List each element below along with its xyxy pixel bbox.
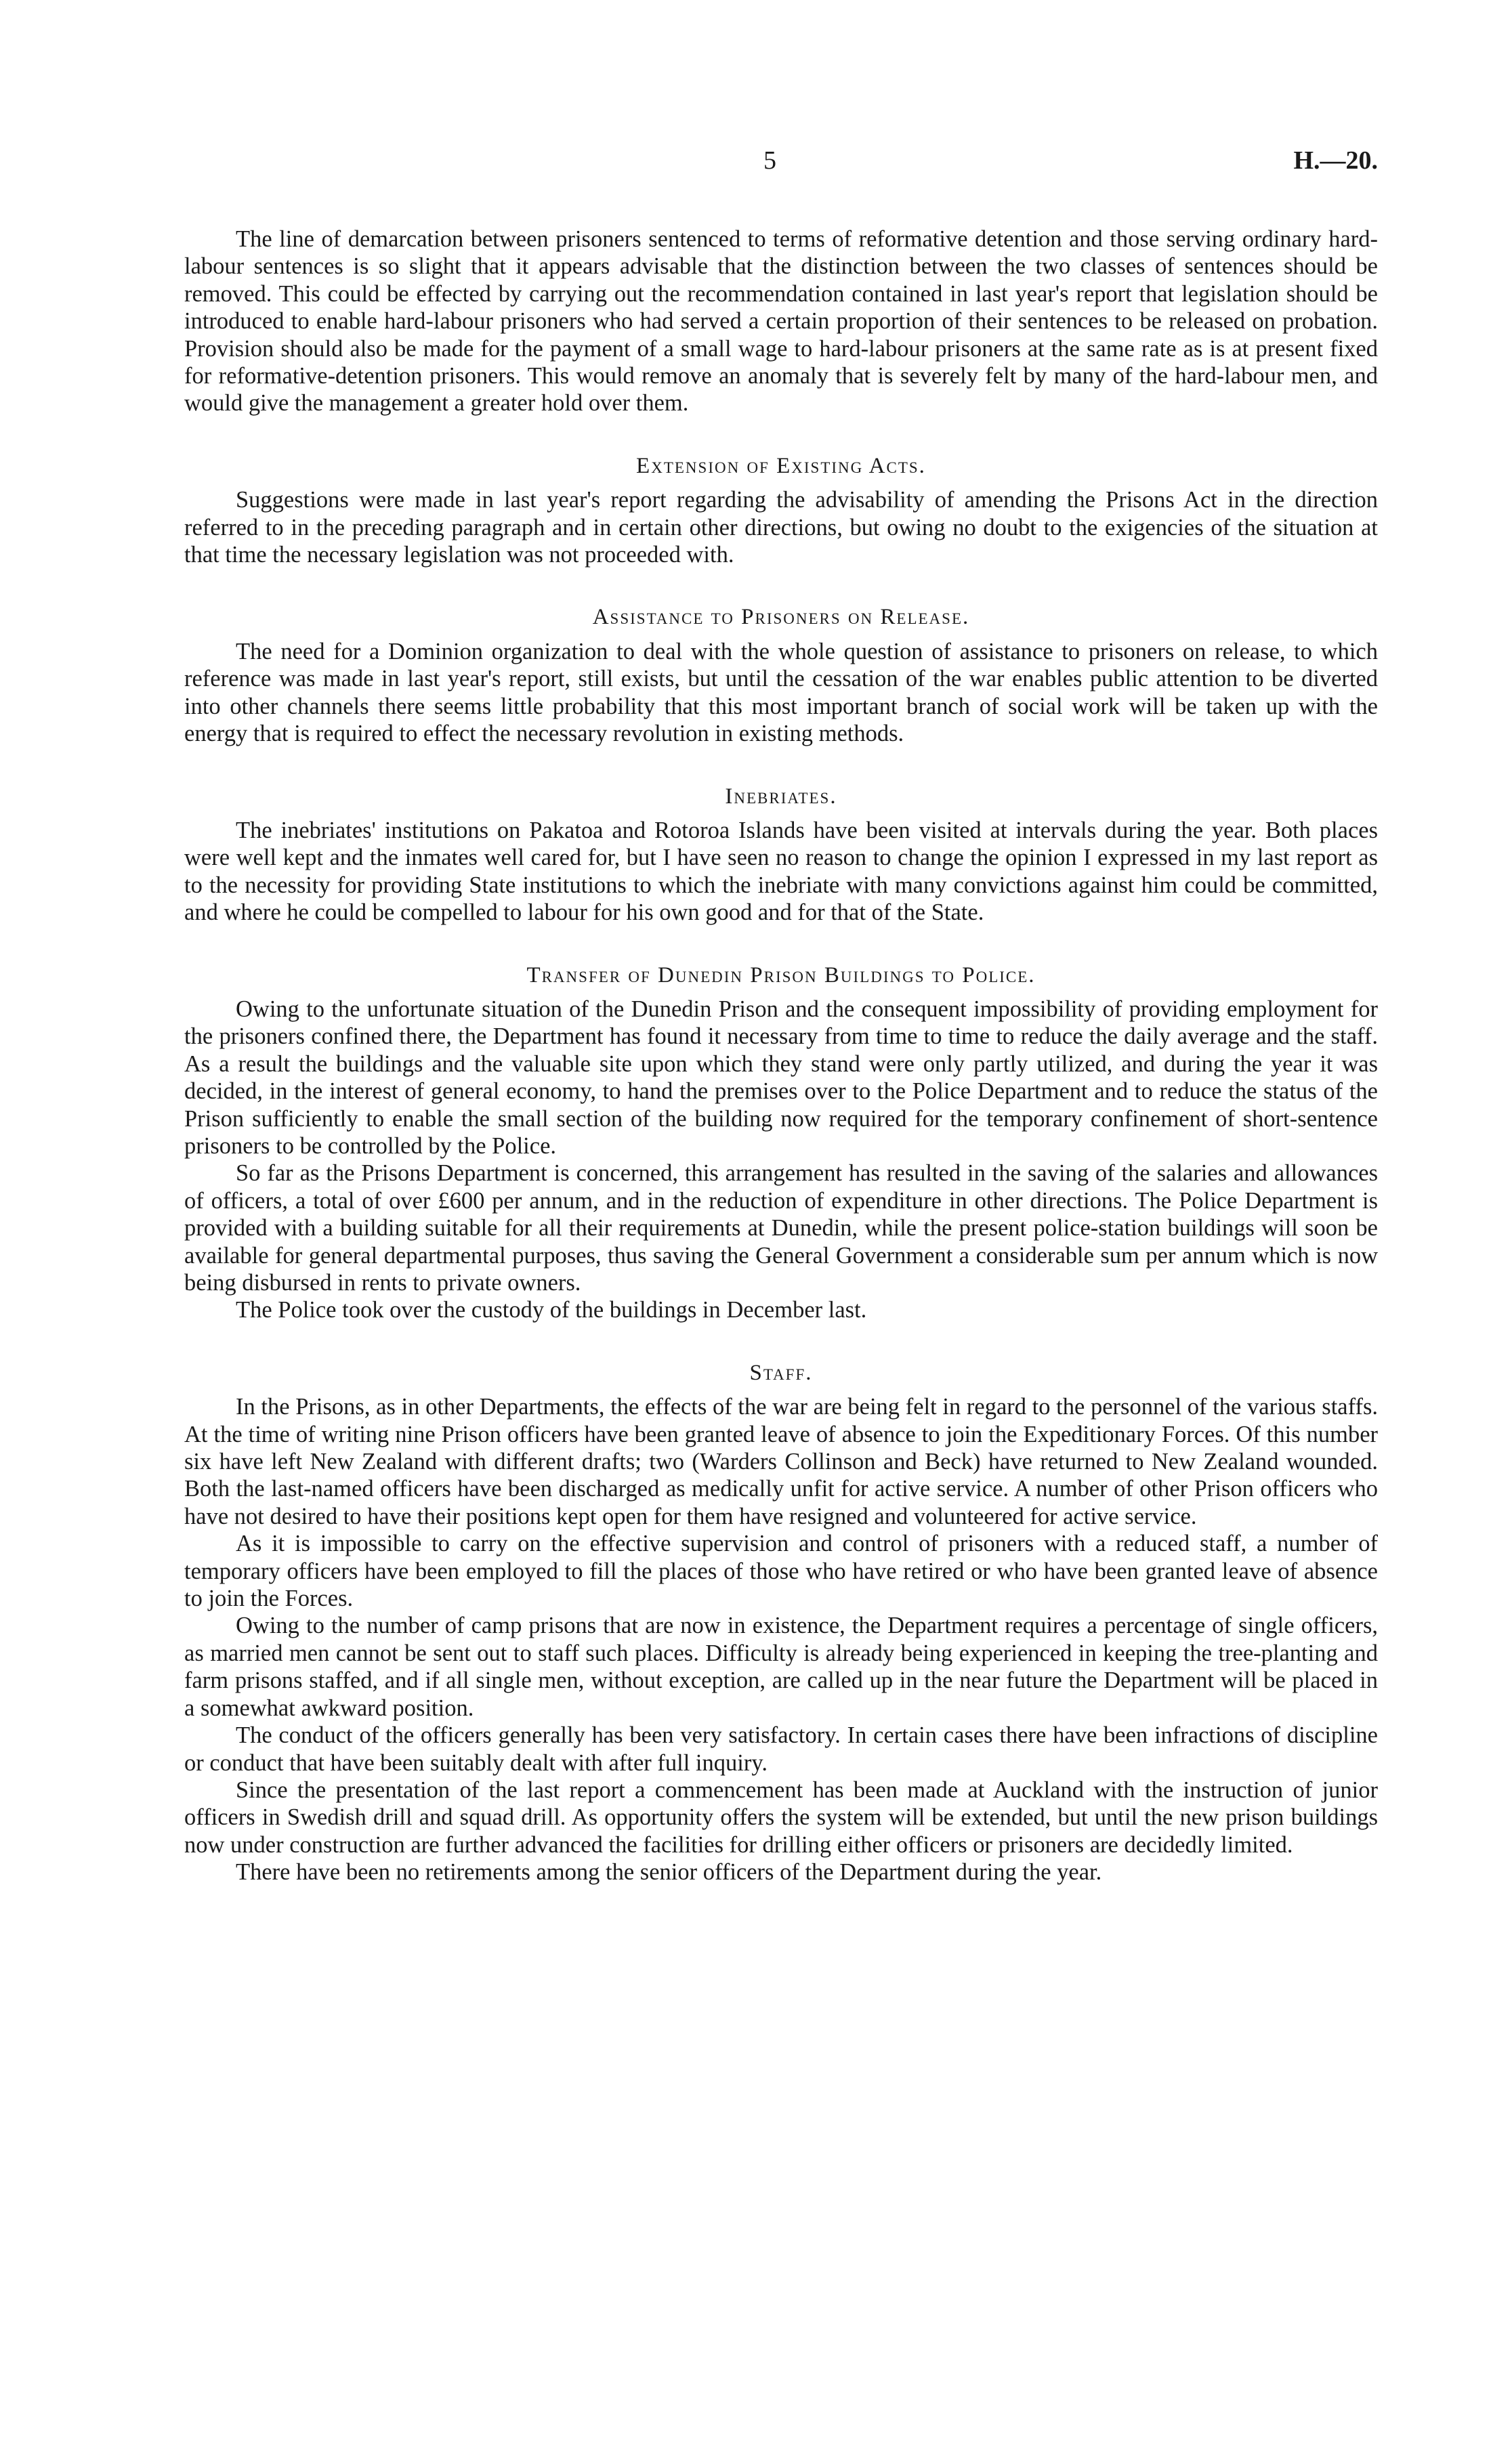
paragraph: Since the presentation of the last report a commencement has been made at Auckland with the instruction of junior officers in Swedish drill and squad drill. As opportunity offers the system will be extended, but until the new prison buildings now under construction are further advanced the facilities for drilling either officers or prisoners are decidedly limited.	[184, 1777, 1378, 1858]
paragraph: Owing to the unfortunate situation of the Dunedin Prison and the consequent impossibility of providing employment for the prisoners confined there, the Department has found it necessary from time to time to reduce the daily average and the staff. As a result the buildings and the valuable site upon which they stand were only partly utilized, and during the year it was decided, in the interest of general economy, to hand the premises over to the Police Department and to reduce the status of the Prison sufficiently to enable the small section of the building now required for the temporary confinement of short-sentence prisoners to be controlled by the Police.	[184, 996, 1378, 1159]
paragraph: The inebriates' institutions on Pakatoa and Rotoroa Islands have been visited at intervals during the year. Both places were well kept and the inmates well cared for, but I have seen no reason to change the opinion I expressed in my last report as to the necessity for providing State institutions to which the inebriate with many convictions against him could be committed, and where he could be compelled to labour for his own good and for that of the State.	[184, 817, 1378, 926]
section-heading: Staff.	[749, 1360, 813, 1385]
paragraph: The conduct of the officers generally has been very satisfactory. In certain cases there have been infractions of discipline or conduct that have been suitably dealt with after full inquiry.	[184, 1722, 1378, 1776]
section-staff	[184, 1359, 1378, 1886]
paragraph: The line of demarcation between prisoners sentenced to terms of reformative detention and those serving ordinary hard-labour sentences is so slight that it appears advisable that the distinction between the two classes of sentences should be removed. This could be effected by carrying out the recommendation contained in last year's report that legislation should be introduced to enable hard-labour prisoners who had served a certain proportion of their sentences to be released on probation. Provision should also be made for the payment of a small wage to hard-labour prisoners at the same rate as is at present fixed for reformative-detention prisoners. This would remove an anomaly that is severely felt by many of the hard-labour men, and would give the management a greater hold over them.	[184, 226, 1378, 417]
paragraph: So far as the Prisons Department is concerned, this arrangement has resulted in the saving of the salaries and allowances of officers, a total of over £600 per annum, and in the reduction of expenditure in other directions. The Police Department is provided with a building suitable for all their requirements at Dunedin, while the present police-station buildings will soon be available for general departmental purposes, thus saving the General Government a considerable sum per annum which is now being disbursed in rents to private owners.	[184, 1160, 1378, 1296]
paragraph: There have been no retirements among the senior officers of the Department during the year.	[236, 1859, 1102, 1886]
section-demarcation	[184, 226, 1378, 417]
document-page	[184, 146, 1378, 1886]
document-reference: H.—20.	[1293, 146, 1378, 175]
paragraph: In the Prisons, as in other Departments, the effects of the war are being felt in regard to the personnel of the various staffs. At the time of writing nine Prison officers have been granted leave of absence to join the Expeditionary Forces. Of this number six have left New Zealand with different drafts; two (Warders Collinson and Beck) have returned to New Zealand wounded. Both the last-named officers have been discharged as medically unfit for active service. A number of other Prison officers who have not desired to have their positions kept open for them have resigned and volunteered for active service.	[184, 1394, 1378, 1529]
section-heading: Extension of Existing Acts.	[636, 453, 926, 478]
page-number: 5	[763, 146, 776, 175]
paragraph: Owing to the number of camp prisons that are now in existence, the Department requires a percentage of single officers, as married men cannot be sent out to staff such places. Difficulty is already being experienced in keeping the tree-planting and farm prisons staffed, and if all single men, without exception, are called up in the near future the Department will be placed in a somewhat awkward position.	[184, 1613, 1378, 1721]
section-heading: Inebriates.	[725, 784, 837, 809]
page-header	[184, 146, 1378, 193]
document-body	[184, 226, 1378, 1886]
section-extension-of-existing-acts	[184, 452, 1378, 569]
section-assistance-to-prisoners	[184, 603, 1378, 747]
section-transfer-dunedin-prison	[184, 962, 1378, 1324]
section-heading: Assistance to Prisoners on Release.	[592, 605, 970, 630]
paragraph: Suggestions were made in last year's report regarding the advisability of amending the Prisons Act in the direction referred to in the preceding paragraph and in certain other directions, but owing no doubt to the exigencies of the situation at that time the necessary legislation was not proceeded with.	[184, 487, 1378, 568]
paragraph: The Police took over the custody of the buildings in December last.	[236, 1297, 867, 1323]
paragraph: As it is impossible to carry on the effective supervision and control of prisoners with a reduced staff, a number of temporary officers have been employed to fill the places of those who have retired or who have been granted leave of absence to join the Forces.	[184, 1531, 1378, 1612]
section-inebriates	[184, 783, 1378, 927]
paragraph: The need for a Dominion organization to deal with the whole question of assistance to prisoners on release, to which reference was made in last year's report, still exists, but until the cessation of the war enables public attention to be diverted into other channels there seems little probability that this most important branch of social work will be taken up with the energy that is required to effect the necessary revolution in existing methods.	[184, 638, 1378, 747]
section-heading: Transfer of Dunedin Prison Buildings to Police.	[526, 962, 1036, 987]
